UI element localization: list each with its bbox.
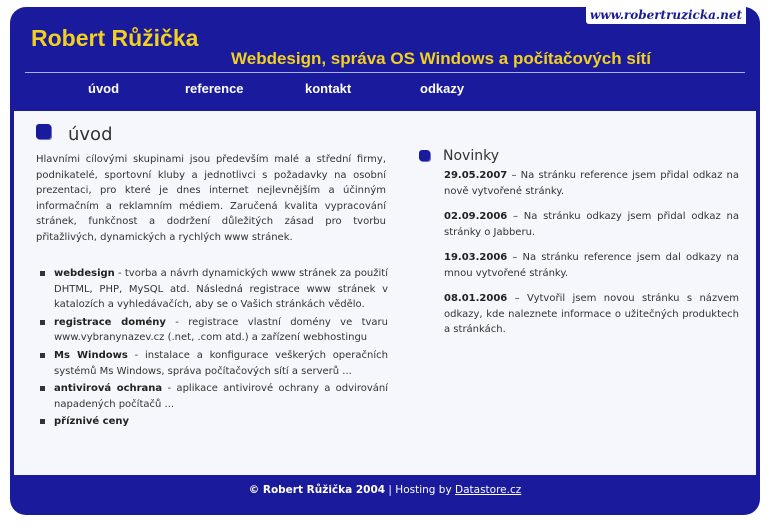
list-item: webdesign - tvorba a návrh dynamických www stránek za použití DHTML, PHP, MySQL atd. Následná registrace www stránek v katalozích a vyhledávačích, aby se o Vašich stránkách vědělo.: [36, 266, 388, 313]
intro-text: Hlavními cílovými skupinami jsou především malé a střední firmy, podnikatelé, sportovní kluby a jednotlivci s požadavky na osobní prezentaci, pro které je dnes internet nejlevnějším a účinným informačním a reklamním médiem. Zaručená kvalita vypracování stránek, funkčnost a dodržení důležitých zásad pro tvorbu přitažlivých, dynamických a rychlých www stránek.: [36, 154, 386, 243]
nav-item-reference[interactable]: reference: [185, 81, 244, 96]
news-list: [444, 168, 739, 348]
services-list: [36, 266, 388, 432]
site-title: Robert Růžička: [31, 25, 199, 51]
nav-item-kontakt[interactable]: kontakt: [305, 81, 352, 96]
list-item: příznivé ceny: [36, 414, 388, 430]
nav-item-odkazy[interactable]: odkazy: [420, 81, 465, 96]
footer: [10, 484, 760, 496]
news-item: 19.03.2006 – Na stránku reference jsem dal odkazy na mnou vytvořené stránky.: [444, 252, 739, 279]
list-item: Ms Windows - instalace a konfigurace veškerých operačních systémů Ms Windows, správa počítačových sítí a serverů ...: [36, 348, 388, 379]
page-frame: [10, 7, 760, 515]
news-item: 29.05.2007 – Na stránku reference jsem přidal odkaz na nově vytvořené stránky.: [444, 170, 739, 197]
footer-hosting-link[interactable]: Datastore.cz: [455, 484, 522, 496]
news-item: 08.01.2006 – Vytvořil jsem novou stránku s názvem odkazy, kde naleznete informace o užitečných produktech a stránkách.: [444, 293, 739, 335]
news-heading: Novinky: [443, 148, 499, 164]
header-divider: [25, 72, 745, 73]
content-area: [14, 111, 756, 475]
nav-item-uvod[interactable]: úvod: [88, 81, 120, 96]
list-item: antivirová ochrana - aplikace antivirové ochrany a odvirování napadených počítačů ...: [36, 381, 388, 412]
main-heading: úvod: [68, 124, 113, 145]
footer-separator: | Hosting by: [385, 484, 456, 496]
site-tagline: Webdesign, správa OS Windows a počítačových sítí: [231, 49, 651, 68]
list-item: registrace domény - registrace vlastní domény ve tvaru www.vybranynazev.cz (.net, .com atd.) a zařízení webhostingu: [36, 315, 388, 346]
heading-square-icon: [36, 124, 51, 139]
site-url-link[interactable]: www.robertruzicka.net: [586, 7, 746, 24]
news-square-icon: [419, 150, 430, 161]
news-item: 02.09.2006 – Na stránku odkazy jsem přidal odkaz na stránky o Jabberu.: [444, 211, 739, 238]
footer-copyright: © Robert Růžička 2004: [248, 484, 386, 496]
